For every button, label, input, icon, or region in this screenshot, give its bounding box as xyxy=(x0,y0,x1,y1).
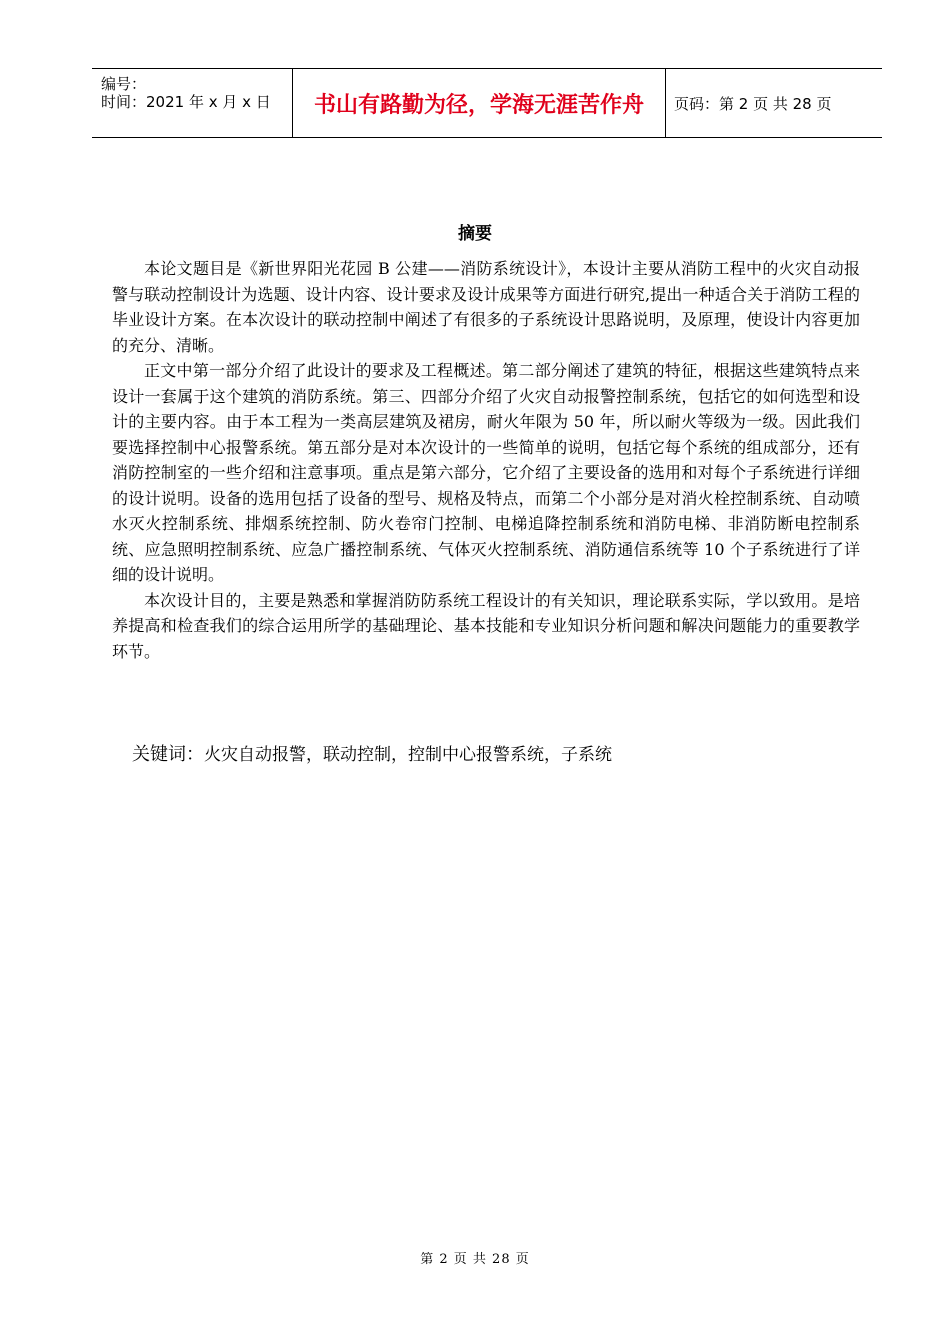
header-info-cell xyxy=(92,69,292,137)
abstract-title: 摘要 xyxy=(458,224,492,244)
time-label: 时间：2021 年 x 月 x 日 xyxy=(101,93,271,111)
page-footer: 第 2 页 共 28 页 xyxy=(420,1252,530,1267)
keywords-line xyxy=(132,740,612,766)
header-page-cell xyxy=(666,69,882,137)
serial-label: 编号： xyxy=(101,75,147,93)
abstract-body xyxy=(112,256,860,664)
abstract-paragraph: 本论文题目是《新世界阳光花园 B 公建——消防系统设计》，本设计主要从消防工程中的火灾自动报警与联动控制设计为选题、设计内容、设计要求及设计成果等方面进行研究,提出一种适合关于消防工程的毕业设计方案。在本次设计的联动控制中阐述了有很多的子系统设计思路说明，及原理，使设计内容更加的充分、清晰。 xyxy=(112,259,860,355)
keywords-text: 火灾自动报警，联动控制，控制中心报警系统，子系统 xyxy=(204,745,612,765)
header-motto-cell xyxy=(292,69,666,137)
header-table xyxy=(92,68,882,138)
motto-text: 书山有路勤为径，学海无涯苦作舟 xyxy=(313,93,644,118)
abstract-paragraph: 正文中第一部分介绍了此设计的要求及工程概述。第二部分阐述了建筑的特征，根据这些建筑特点来设计一套属于这个建筑的消防系统。第三、四部分介绍了火灾自动报警控制系统，包括它的如何选型和设计的主要内容。由于本工程为一类高层建筑及裙房，耐火年限为 50 年，所以耐火等级为一级。因此我们要选择控制中心报警系统。第五部分是对本次设计的一些简单的说明，包括它每个系统的组成部分，还有消防控制室的一些介绍和注意事项。重点是第六部分，它介绍了主要设备的选用和对每个子系统进行详细的设计说明。设备的选用包括了设备的型号、规格及特点，而第二个小部分是对消火栓控制系统、自动喷水灭火控制系统、排烟系统控制、防火卷帘门控制、电梯追降控制系统和消防电梯、非消防断电控制系统、应急照明控制系统、应急广播控制系统、气体灭火控制系统、消防通信系统等 10 个子系统进行了详细的设计说明。 xyxy=(112,361,860,584)
abstract-paragraph: 本次设计目的，主要是熟悉和掌握消防防系统工程设计的有关知识，理论联系实际，学以致用。是培养提高和检查我们的综合运用所学的基础理论、基本技能和专业知识分析问题和解决问题能力的重要教学环节。 xyxy=(112,590,860,661)
page-code: 页码：第 2 页 共 28 页 xyxy=(674,95,832,113)
keywords-label: 关键词： xyxy=(132,744,204,765)
